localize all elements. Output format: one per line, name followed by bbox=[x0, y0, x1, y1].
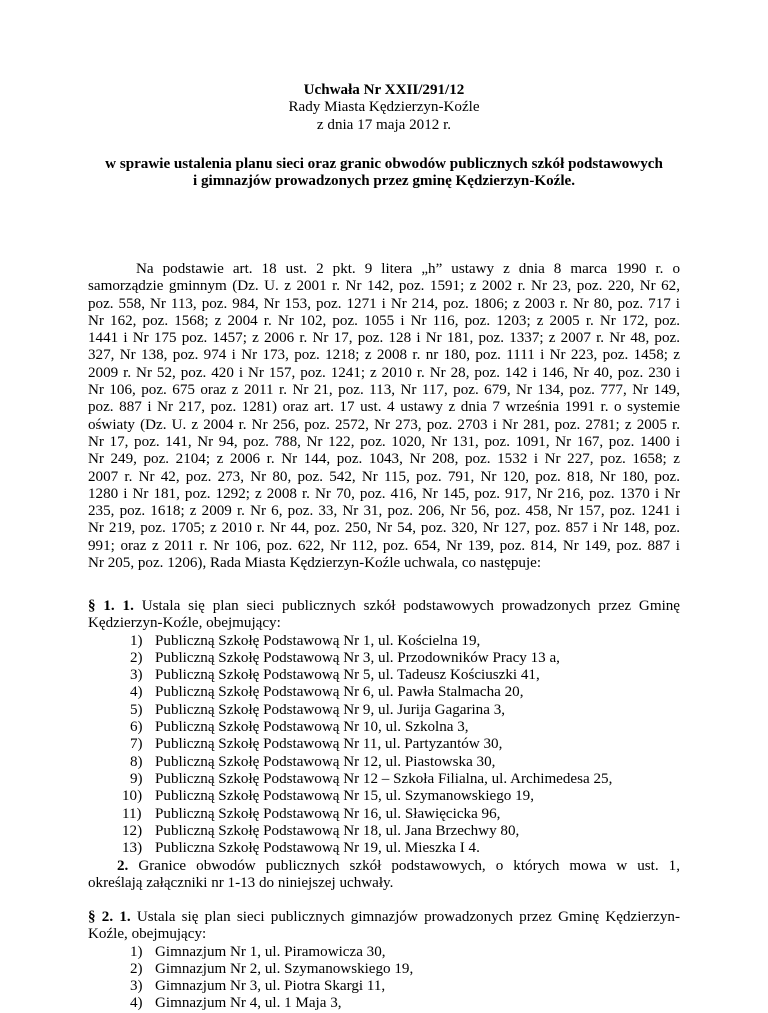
subject-line: w sprawie ustalenia planu sieci oraz granic obwodów publicznych szkół podstawowych bbox=[105, 156, 663, 172]
list-item-number: 4) bbox=[130, 684, 143, 701]
list-item-text: Publiczną Szkołę Podstawową Nr 5, ul. Tadeusz Kościuszki 41, bbox=[155, 667, 540, 684]
list-item-number: 2) bbox=[130, 960, 143, 977]
list-item-text: Publiczną Szkołę Podstawową Nr 3, ul. Przodowników Pracy 13 a, bbox=[155, 649, 560, 666]
list-item bbox=[122, 822, 690, 840]
list-item bbox=[130, 978, 690, 995]
list-item bbox=[130, 719, 690, 736]
list-item-number: 13) bbox=[122, 840, 143, 857]
paragraph-line: określają załączniki nr 1-13 do niniejszej uchwały. bbox=[88, 874, 394, 891]
list-item bbox=[130, 995, 690, 1012]
primary-schools-list bbox=[122, 632, 690, 858]
list-item-text: Publiczną Szkołę Podstawową Nr 1, ul. Kościelna 19, bbox=[155, 632, 481, 649]
list-item-text: Publiczną Szkołę Podstawową Nr 15, ul. Szymanowskiego 19, bbox=[155, 788, 534, 805]
paragraph-text: Granice obwodów publicznych szkół podstawowych, o których mowa w ust. 1, bbox=[138, 857, 680, 874]
preamble-line: oświaty (Dz. U. z 2004 r. Nr 256, poz. 2572, Nr 273, poz. 2703 i Nr 281, poz. 2781; z 2005 r. bbox=[88, 416, 680, 433]
list-item-number: 11) bbox=[122, 805, 142, 822]
preamble-line: poz. 558, Nr 113, poz. 984, Nr 153, poz. 1271 i Nr 214, poz. 1806; z 2003 r. Nr 80, poz. 717 i bbox=[88, 295, 680, 312]
section-1-intro-line bbox=[88, 598, 680, 615]
intro-text: Ustala się plan sieci publicznych gimnazjów prowadzonych przez Gminę Kędzierzyn- bbox=[136, 909, 680, 925]
list-item-text: Publiczna Szkołę Podstawową Nr 19, ul. Mieszka I 4. bbox=[155, 840, 480, 857]
list-item-text: Publiczną Szkołę Podstawową Nr 10, ul. Szkolna 3, bbox=[155, 719, 469, 736]
list-item-text: Publiczną Szkołę Podstawową Nr 9, ul. Jurija Gagarina 3, bbox=[155, 701, 506, 718]
section-1-intro-line: Kędzierzyn-Koźle, obejmujący: bbox=[88, 615, 281, 632]
list-item bbox=[130, 667, 690, 684]
preamble-line: 1280 i Nr 181, poz. 1292; z 2008 r. Nr 70, poz. 416, Nr 145, poz. 917, Nr 216, poz. 1370 i Nr bbox=[88, 485, 680, 502]
list-item bbox=[130, 754, 690, 771]
preamble-line: 2007 r. Nr 42, poz. 273, Nr 80, poz. 542, Nr 115, poz. 791, Nr 120, poz. 818, Nr 180, poz. bbox=[88, 468, 680, 485]
list-item-text: Gimnazjum Nr 4, ul. 1 Maja 3, bbox=[155, 995, 342, 1012]
list-item bbox=[130, 650, 690, 667]
list-item-text: Publiczną Szkołę Podstawową Nr 6, ul. Pawła Stalmacha 20, bbox=[155, 684, 524, 701]
list-item-number: 1) bbox=[130, 632, 143, 649]
list-item-number: 9) bbox=[130, 770, 143, 787]
gymnasiums-list bbox=[130, 944, 690, 1013]
list-item-number: 2) bbox=[130, 649, 143, 666]
list-item-number: 3) bbox=[130, 978, 143, 995]
preamble-line: 327, Nr 138, poz. 974 i Nr 173, poz. 1218; z 2008 r. nr 180, poz. 1111 i Nr 223, poz. 1458; z bbox=[88, 347, 680, 364]
list-item-text: Gimnazjum Nr 1, ul. Piramowicza 30, bbox=[155, 943, 386, 960]
list-item bbox=[130, 702, 690, 719]
list-item bbox=[130, 633, 690, 650]
preamble-line: 991; oraz z 2011 r. Nr 106, poz. 622, Nr 112, poz. 654, Nr 139, poz. 814, Nr 149, poz. 887 i bbox=[88, 537, 680, 554]
list-item bbox=[122, 805, 690, 823]
subject-line: i gimnazjów prowadzonych przez gminę Kędzierzyn-Koźle. bbox=[192, 173, 576, 190]
paragraph-marker: 2. bbox=[117, 857, 129, 874]
preamble-line: Nr 106, poz. 675 oraz z 2011 r. Nr 21, poz. 113, Nr 117, poz. 679, Nr 134, poz. 777, Nr 149, bbox=[88, 382, 680, 399]
preamble-line: 235, poz. 1618; z 2009 r. Nr 6, poz. 33, Nr 31, poz. 206, Nr 56, poz. 458, Nr 157, poz. 1241 i bbox=[88, 503, 680, 520]
preamble-line: 2009 r. Nr 52, poz. 420 i Nr 157, poz. 1241; z 2010 r. Nr 28, poz. 142 i 146, Nr 40, poz. 230 i bbox=[88, 364, 680, 381]
section-marker: § 2. 1. bbox=[88, 909, 131, 925]
list-item-text: Gimnazjum Nr 3, ul. Piotra Skargi 11, bbox=[155, 978, 386, 995]
intro-text: Ustala się plan sieci publicznych szkół podstawowych prowadzonych przez Gminę bbox=[141, 598, 680, 614]
list-item bbox=[130, 944, 690, 961]
preamble-line: Nr 205, poz. 1206), Rada Miasta Kędzierzyn-Koźle uchwala, co następuje: bbox=[88, 555, 542, 572]
list-item-number: 3) bbox=[130, 667, 143, 684]
preamble bbox=[88, 261, 680, 572]
list-item-number: 4) bbox=[130, 995, 143, 1012]
section-marker: § 1. 1. bbox=[88, 598, 134, 614]
section-1-intro bbox=[88, 598, 680, 633]
preamble-line: Nr 17, poz. 141, Nr 94, poz. 788, Nr 122, poz. 1020, Nr 131, poz. 1091, Nr 167, poz. 1400 i bbox=[88, 433, 680, 450]
list-item bbox=[130, 961, 690, 978]
section-2-intro-line bbox=[88, 909, 680, 926]
preamble-line: Na podstawie art. 18 ust. 2 pkt. 9 litera „h” ustawy z dnia 8 marca 1990 r. o bbox=[136, 261, 680, 277]
paragraph-line bbox=[88, 858, 680, 875]
resolution-subject bbox=[88, 156, 680, 191]
list-item bbox=[130, 684, 690, 701]
list-item-text: Publiczną Szkołę Podstawową Nr 16, ul. Sławięcicka 96, bbox=[155, 805, 501, 822]
list-item bbox=[122, 840, 690, 857]
preamble-line: poz. 887 i Nr 217, poz. 1281) oraz art. 17 ust. 4 ustawy z dnia 7 września 1991 r. o systemie bbox=[88, 399, 680, 416]
list-item bbox=[130, 736, 690, 753]
preamble-line: Nr 162, poz. 1568; z 2004 r. Nr 102, poz. 1055 i Nr 116, poz. 1203; z 2005 r. Nr 172, poz. bbox=[88, 312, 680, 329]
resolution-date: z dnia 17 maja 2012 r. bbox=[316, 116, 452, 133]
section-1-paragraph-2 bbox=[88, 858, 680, 893]
council-name: Rady Miasta Kędzierzyn-Koźle bbox=[288, 99, 480, 116]
section-2-intro bbox=[88, 909, 680, 944]
list-item-text: Publiczną Szkołę Podstawową Nr 18, ul. Jana Brzechwy 80, bbox=[155, 822, 520, 839]
resolution-header bbox=[0, 82, 768, 134]
list-item bbox=[130, 771, 690, 788]
list-item-number: 1) bbox=[130, 943, 143, 960]
resolution-title: Uchwała Nr XXII/291/12 bbox=[303, 82, 465, 98]
preamble-line: Nr 249, poz. 2104; z 2006 r. Nr 144, poz. 1043, Nr 208, poz. 1532 i Nr 227, poz. 1658; z bbox=[88, 451, 680, 468]
list-item bbox=[122, 788, 690, 805]
list-item-text: Publiczną Szkołę Podstawową Nr 11, ul. Partyzantów 30, bbox=[155, 736, 503, 753]
preamble-line: samorządzie gminnym (Dz. U. z 2001 r. Nr 142, poz. 1591; z 2002 r. Nr 23, poz. 220, Nr 62, bbox=[88, 278, 680, 295]
list-item-text: Publiczną Szkołę Podstawową Nr 12, ul. Piastowska 30, bbox=[155, 753, 496, 770]
list-item-text: Gimnazjum Nr 2, ul. Szymanowskiego 19, bbox=[155, 960, 414, 977]
preamble-line: Nr 219, poz. 1705; z 2010 r. Nr 44, poz. 250, Nr 54, poz. 320, Nr 127, poz. 857 i Nr 148, poz. bbox=[88, 520, 680, 537]
list-item-number: 8) bbox=[130, 753, 143, 770]
list-item-number: 5) bbox=[130, 701, 143, 718]
preamble-line: 1441 i Nr 175 poz. 1457; z 2006 r. Nr 17, poz. 128 i Nr 181, poz. 1337; z 2007 r. Nr 48, poz. bbox=[88, 330, 680, 347]
list-item-text: Publiczną Szkołę Podstawową Nr 12 – Szkoła Filialna, ul. Archimedesa 25, bbox=[155, 770, 613, 787]
list-item-number: 6) bbox=[130, 719, 143, 736]
section-2-intro-line: Koźle, obejmujący: bbox=[88, 926, 207, 943]
list-item-number: 10) bbox=[122, 788, 143, 805]
list-item-number: 12) bbox=[122, 822, 143, 839]
list-item-number: 7) bbox=[130, 736, 143, 753]
